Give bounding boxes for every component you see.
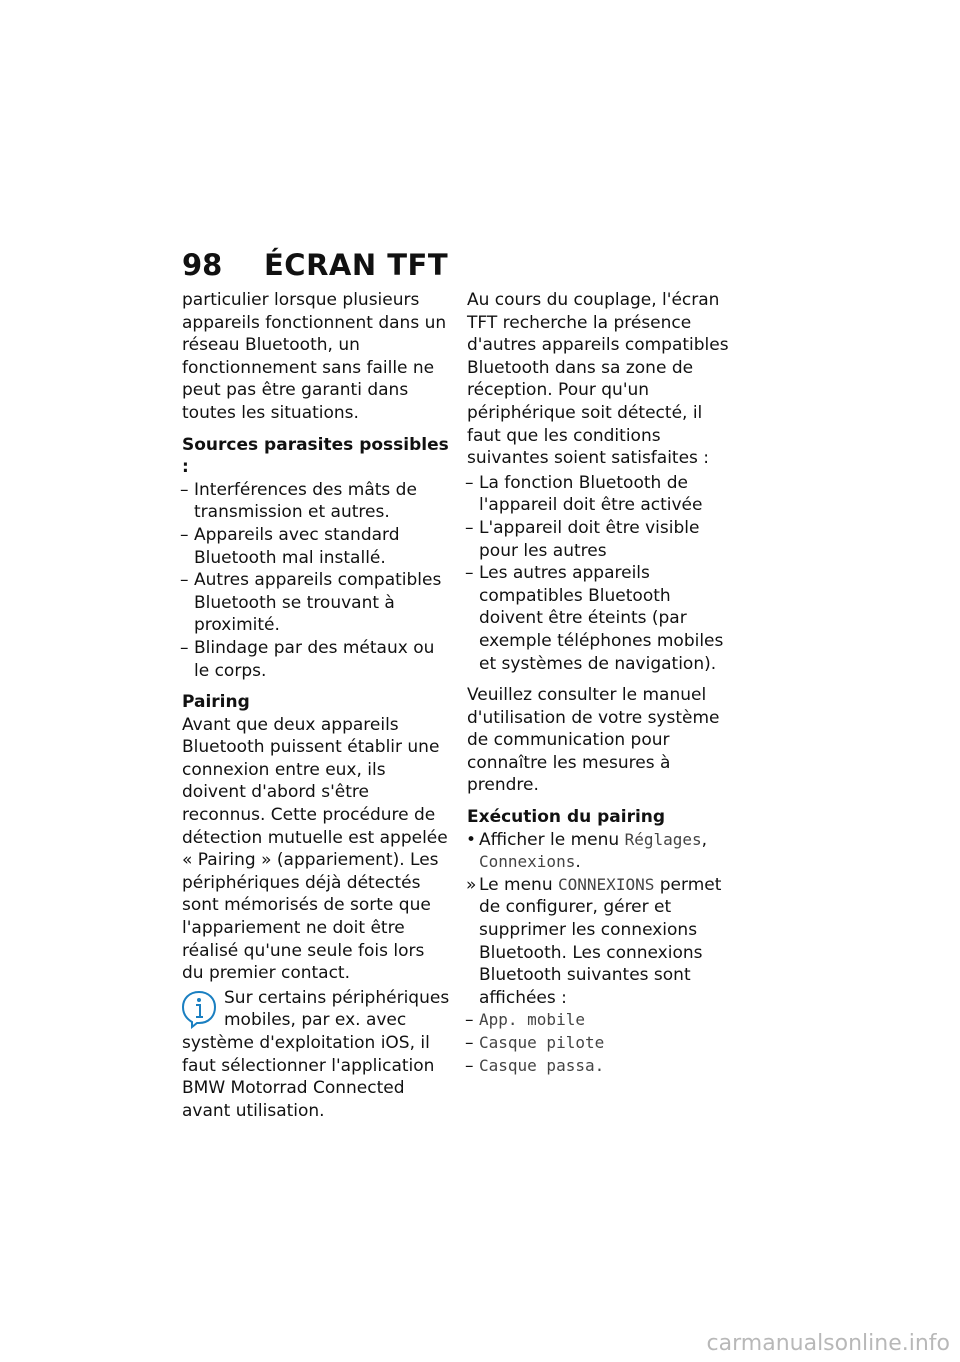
connection-item: – Casque passa. (467, 1055, 737, 1078)
left-column (182, 289, 450, 1122)
info-text: Sur certains périphériques mobiles, par ex. avec système d'exploitation iOS, il faut sélectionner l'application BMW Motorrad Connected avant utilisation. (182, 987, 450, 1121)
steps-list (467, 829, 737, 1078)
page-number: 98 (182, 248, 223, 282)
info-icon (180, 989, 218, 1029)
pairing-paragraph: Avant que deux appareils Bluetooth puissent établir une connexion entre eux, ils doivent d'abord s'être reconnus. Cette procédure de détection mutuelle est appelée « Pairing » (appariement). Les périphériques déjà détectés sont mémorisés de sorte que l'appariement ne doit être réalisé qu'une seule fois lors du premier contact. (182, 714, 448, 984)
page-header (182, 248, 448, 282)
list-item: – Les autres appareils compatibles Bluetooth doivent être éteints (par exemple téléphones mobiles et systèmes de navigation). (467, 562, 737, 675)
intro-paragraph: particulier lorsque plusieurs appareils fonctionnent dans un réseau Bluetooth, un fonctionnement sans faille ne peut pas être garanti dans toutes les situations. (182, 290, 447, 423)
connection-item: – Casque pilote (467, 1032, 737, 1055)
list-item: – Autres appareils compatibles Bluetooth se trouvant à proximité. (182, 569, 450, 637)
list-item: – Interférences des mâts de transmission et autres. (182, 479, 450, 524)
right-column (467, 289, 737, 1077)
connection-item: – App. mobile (467, 1009, 737, 1032)
list-item: – Appareils avec standard Bluetooth mal installé. (182, 524, 450, 569)
menu-name: CONNEXIONS (558, 874, 655, 894)
watermark: carmanualsonline.info (706, 1331, 950, 1356)
step-item: • Afficher le menu Réglages, Connexions. (467, 829, 737, 874)
list-item: – La fonction Bluetooth de l'appareil doit être activée (467, 472, 737, 517)
menu-name: Connexions (479, 852, 576, 872)
manual-note: Veuillez consulter le manuel d'utilisation de votre système de communication pour connaître les mesures à prendre. (467, 685, 720, 796)
page-title: ÉCRAN TFT (264, 248, 449, 282)
sources-heading: Sources parasites possibles : (182, 434, 449, 478)
conditions-list (467, 472, 737, 675)
sources-list (182, 479, 450, 682)
pairing-heading: Pairing (182, 692, 250, 713)
list-item: – Blindage par des métaux ou le corps. (182, 637, 450, 682)
info-note (182, 987, 450, 1123)
menu-name: Réglages (624, 829, 702, 849)
list-item: – L'appareil doit être visible pour les autres (467, 517, 737, 562)
exec-heading: Exécution du pairing (467, 807, 666, 828)
coupling-paragraph: Au cours du couplage, l'écran TFT recherche la présence d'autres appareils compatibles Bluetooth dans sa zone de réception. Pour qu'un périphérique soit détecté, il faut que les conditions suivantes soient satisfaites : (467, 290, 729, 469)
result-item: » Le menu CONNEXIONS permet de configurer, gérer et supprimer les connexions Bluetooth. Les connexions Bluetooth suivantes sont affichées : (467, 874, 737, 1010)
